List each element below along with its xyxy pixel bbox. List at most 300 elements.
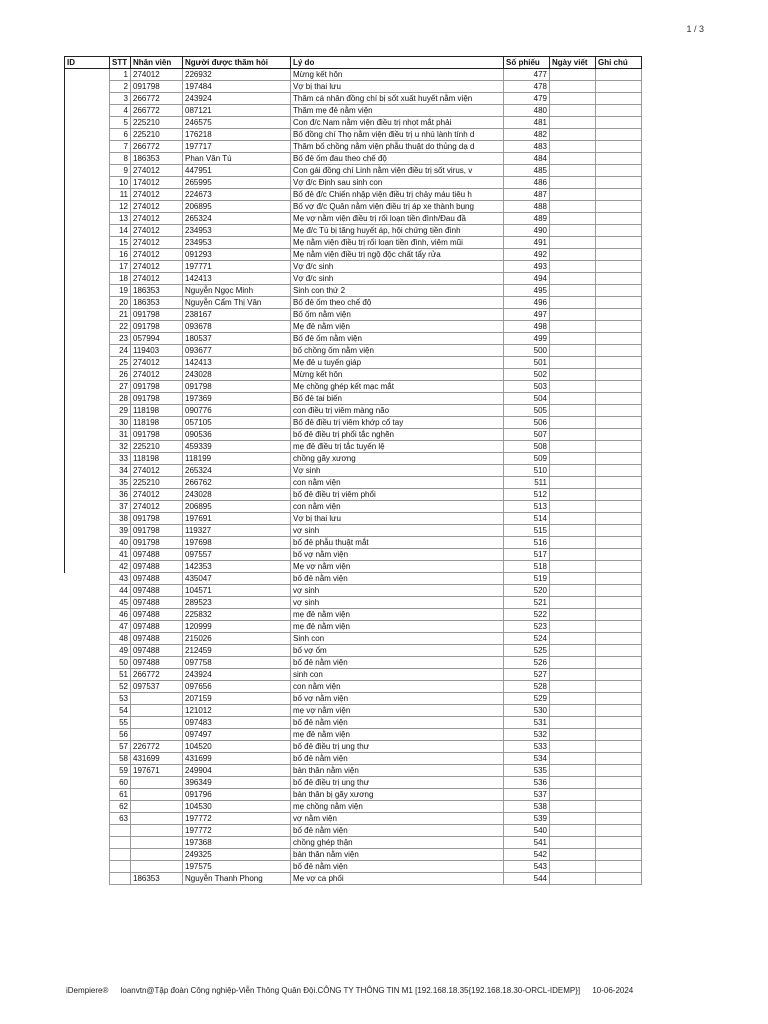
cell-date (550, 837, 596, 849)
cell-stt: 47 (110, 621, 131, 633)
cell-employee: 091798 (131, 309, 183, 321)
cell-date (550, 273, 596, 285)
cell-voucher-no: 491 (504, 237, 550, 249)
cell-voucher-no: 526 (504, 657, 550, 669)
cell-date (550, 201, 596, 213)
cell-stt: 12 (110, 201, 131, 213)
table-row (65, 849, 642, 861)
cell-reason: Bố đồng chí Thọ nằm viện điều trị u nhú lành tính d (291, 129, 504, 141)
cell-date (550, 405, 596, 417)
table-row (65, 69, 642, 81)
table-row (65, 765, 642, 777)
cell-note (596, 777, 642, 789)
footer (66, 986, 643, 995)
cell-visited-person: 266762 (183, 477, 291, 489)
cell-date (550, 345, 596, 357)
cell-voucher-no: 525 (504, 645, 550, 657)
cell-note (596, 489, 642, 501)
cell-id (65, 729, 110, 741)
cell-date (550, 693, 596, 705)
cell-stt: 42 (110, 561, 131, 573)
cell-note (596, 309, 642, 321)
cell-visited-person: 249904 (183, 765, 291, 777)
cell-voucher-no: 483 (504, 141, 550, 153)
cell-reason: vợ sinh (291, 585, 504, 597)
cell-voucher-no: 512 (504, 489, 550, 501)
visit-table (64, 56, 642, 885)
cell-id (65, 537, 110, 549)
col-id: ID (65, 57, 110, 69)
cell-voucher-no: 528 (504, 681, 550, 693)
cell-stt: 43 (110, 573, 131, 585)
table-row (65, 237, 642, 249)
cell-employee: 097488 (131, 573, 183, 585)
cell-visited-person: 215026 (183, 633, 291, 645)
cell-stt: 24 (110, 345, 131, 357)
cell-visited-person: 207159 (183, 693, 291, 705)
col-note: Ghi chú (596, 57, 642, 69)
cell-visited-person: 142413 (183, 273, 291, 285)
cell-date (550, 141, 596, 153)
table-row (65, 81, 642, 93)
cell-id (65, 633, 110, 645)
cell-visited-person: 091798 (183, 381, 291, 393)
cell-reason: Vợ đ/c sinh (291, 261, 504, 273)
cell-stt: 17 (110, 261, 131, 273)
cell-stt: 11 (110, 189, 131, 201)
cell-stt: 38 (110, 513, 131, 525)
cell-employee: 091798 (131, 525, 183, 537)
cell-id (65, 441, 110, 453)
cell-voucher-no: 532 (504, 729, 550, 741)
cell-note (596, 369, 642, 381)
cell-employee (131, 801, 183, 813)
cell-visited-person: 120999 (183, 621, 291, 633)
cell-id (65, 573, 110, 585)
cell-note (596, 321, 642, 333)
table-row (65, 777, 642, 789)
cell-id (65, 621, 110, 633)
cell-note (596, 801, 642, 813)
cell-reason: Mẹ vợ nằm viện điều trị rối loạn tiền đình/Đau đầ (291, 213, 504, 225)
cell-stt: 33 (110, 453, 131, 465)
cell-voucher-no: 497 (504, 309, 550, 321)
table-row (65, 837, 642, 849)
cell-reason: bố đẻ nằm viện (291, 717, 504, 729)
cell-note (596, 153, 642, 165)
cell-visited-person: 087121 (183, 105, 291, 117)
cell-voucher-no: 515 (504, 525, 550, 537)
cell-id (65, 117, 110, 129)
cell-employee (131, 729, 183, 741)
table-row (65, 513, 642, 525)
cell-employee: 274012 (131, 69, 183, 81)
cell-voucher-no: 488 (504, 201, 550, 213)
cell-date (550, 309, 596, 321)
cell-id (65, 717, 110, 729)
cell-reason: Con gái đồng chí Linh nằm viện điều trị sốt virus, v (291, 165, 504, 177)
cell-note (596, 741, 642, 753)
table-row (65, 537, 642, 549)
cell-visited-person: 289523 (183, 597, 291, 609)
cell-employee: 274012 (131, 249, 183, 261)
cell-id (65, 705, 110, 717)
col-visited-person: Người được thăm hỏi (183, 57, 291, 69)
cell-visited-person: 097758 (183, 657, 291, 669)
cell-visited-person: 104520 (183, 741, 291, 753)
cell-id (65, 393, 110, 405)
cell-voucher-no: 538 (504, 801, 550, 813)
cell-visited-person: 197698 (183, 537, 291, 549)
cell-id (65, 81, 110, 93)
cell-voucher-no: 484 (504, 153, 550, 165)
cell-note (596, 825, 642, 837)
cell-reason: bản thân nằm viện (291, 765, 504, 777)
cell-date (550, 213, 596, 225)
cell-note (596, 465, 642, 477)
cell-date (550, 657, 596, 669)
cell-visited-person: 206895 (183, 501, 291, 513)
cell-stt: 46 (110, 609, 131, 621)
cell-note (596, 237, 642, 249)
cell-note (596, 333, 642, 345)
cell-reason: Mẹ vợ ca phối (291, 873, 504, 885)
cell-voucher-no: 501 (504, 357, 550, 369)
table-row (65, 825, 642, 837)
cell-voucher-no: 531 (504, 717, 550, 729)
cell-id (65, 261, 110, 273)
table-row (65, 693, 642, 705)
footer-user: loanvtn@Tập đoàn Công nghiệp-Viễn Thông Quân Đội.CÔNG TY THÔNG TIN M1 [192.168.18.35{192.168.18.30-ORCL-IDEMP}] (120, 986, 581, 995)
cell-employee (131, 813, 183, 825)
cell-voucher-no: 540 (504, 825, 550, 837)
table-row (65, 501, 642, 513)
cell-voucher-no: 505 (504, 405, 550, 417)
cell-voucher-no: 478 (504, 81, 550, 93)
table-row (65, 381, 642, 393)
cell-voucher-no: 487 (504, 189, 550, 201)
cell-visited-person: 176218 (183, 129, 291, 141)
cell-employee: 091798 (131, 513, 183, 525)
cell-note (596, 201, 642, 213)
cell-date (550, 165, 596, 177)
col-employee: Nhân viên (131, 57, 183, 69)
cell-date (550, 729, 596, 741)
cell-stt: 51 (110, 669, 131, 681)
cell-note (596, 621, 642, 633)
cell-note (596, 249, 642, 261)
cell-reason: Mừng kết hôn (291, 369, 504, 381)
cell-voucher-no: 494 (504, 273, 550, 285)
cell-voucher-no: 518 (504, 561, 550, 573)
cell-voucher-no: 496 (504, 297, 550, 309)
cell-reason: bố đẻ nằm viện (291, 861, 504, 873)
cell-note (596, 765, 642, 777)
cell-id (65, 549, 110, 561)
cell-note (596, 729, 642, 741)
cell-stt: 60 (110, 777, 131, 789)
cell-voucher-no: 506 (504, 417, 550, 429)
cell-stt: 41 (110, 549, 131, 561)
cell-note (596, 285, 642, 297)
table-row (65, 345, 642, 357)
cell-stt: 13 (110, 213, 131, 225)
cell-reason: bố đẻ nằm viện (291, 753, 504, 765)
cell-stt: 15 (110, 237, 131, 249)
cell-reason: chồng ghép thận (291, 837, 504, 849)
cell-voucher-no: 533 (504, 741, 550, 753)
cell-employee: 186353 (131, 285, 183, 297)
cell-stt: 32 (110, 441, 131, 453)
cell-reason: vợ sinh (291, 525, 504, 537)
cell-visited-person: 090536 (183, 429, 291, 441)
cell-visited-person: 091293 (183, 249, 291, 261)
cell-stt: 19 (110, 285, 131, 297)
cell-note (596, 393, 642, 405)
cell-visited-person: 197368 (183, 837, 291, 849)
cell-reason: bố đẻ nằm viện (291, 657, 504, 669)
cell-id (65, 321, 110, 333)
cell-id (65, 333, 110, 345)
cell-employee: 119403 (131, 345, 183, 357)
cell-reason: bản thân bị gãy xương (291, 789, 504, 801)
cell-visited-person: 097497 (183, 729, 291, 741)
cell-reason: mẹ vợ nằm viện (291, 705, 504, 717)
cell-visited-person: 197772 (183, 813, 291, 825)
cell-visited-person: Nguyễn Ngọc Minh (183, 285, 291, 297)
cell-visited-person: Nguyễn Thanh Phong (183, 873, 291, 885)
cell-reason: bố đẻ nằm viện (291, 825, 504, 837)
cell-reason: sinh con (291, 669, 504, 681)
cell-voucher-no: 510 (504, 465, 550, 477)
cell-stt: 61 (110, 789, 131, 801)
cell-stt: 44 (110, 585, 131, 597)
cell-id (65, 765, 110, 777)
cell-voucher-no: 493 (504, 261, 550, 273)
cell-employee: 226772 (131, 741, 183, 753)
cell-visited-person: 090776 (183, 405, 291, 417)
cell-employee: 274012 (131, 501, 183, 513)
table-row (65, 573, 642, 585)
cell-voucher-no: 500 (504, 345, 550, 357)
cell-voucher-no: 517 (504, 549, 550, 561)
cell-employee: 266772 (131, 669, 183, 681)
table-row (65, 477, 642, 489)
cell-reason: Bố đẻ đ/c Chiến nhập viện điều trị chảy máu tiêu h (291, 189, 504, 201)
cell-visited-person: 093677 (183, 345, 291, 357)
cell-employee: 266772 (131, 141, 183, 153)
cell-reason: bố vợ nằm viện (291, 693, 504, 705)
cell-employee: 274012 (131, 261, 183, 273)
cell-id (65, 189, 110, 201)
cell-stt: 3 (110, 93, 131, 105)
col-voucher-no: Số phiếu (504, 57, 550, 69)
cell-visited-person: 249325 (183, 849, 291, 861)
cell-voucher-no: 534 (504, 753, 550, 765)
table-row (65, 261, 642, 273)
cell-note (596, 645, 642, 657)
cell-reason: Mẹ đẻ nằm viện (291, 321, 504, 333)
cell-stt: 63 (110, 813, 131, 825)
cell-date (550, 525, 596, 537)
cell-date (550, 177, 596, 189)
table-row (65, 561, 642, 573)
cell-voucher-no: 523 (504, 621, 550, 633)
cell-visited-person: 234953 (183, 225, 291, 237)
cell-voucher-no: 477 (504, 69, 550, 81)
cell-employee: 097488 (131, 657, 183, 669)
cell-note (596, 177, 642, 189)
table-row (65, 429, 642, 441)
table-row (65, 273, 642, 285)
cell-reason: bố đẻ điều trị viêm phổi (291, 489, 504, 501)
cell-note (596, 297, 642, 309)
cell-note (596, 261, 642, 273)
cell-stt: 18 (110, 273, 131, 285)
cell-voucher-no: 481 (504, 117, 550, 129)
cell-reason: Thăm cá nhân đồng chí bị sốt xuất huyết nằm viện (291, 93, 504, 105)
cell-id (65, 225, 110, 237)
cell-employee: 274012 (131, 489, 183, 501)
cell-visited-person: 234953 (183, 237, 291, 249)
table-row (65, 189, 642, 201)
cell-employee: 274012 (131, 225, 183, 237)
table-row (65, 873, 642, 885)
cell-visited-person: 212459 (183, 645, 291, 657)
cell-date (550, 765, 596, 777)
cell-visited-person: 226932 (183, 69, 291, 81)
table-row (65, 285, 642, 297)
cell-visited-person: 197484 (183, 81, 291, 93)
cell-stt: 54 (110, 705, 131, 717)
cell-reason: Mẹ nằm viện điều trị ngộ độc chất tẩy rửa (291, 249, 504, 261)
cell-reason: Mẹ đ/c Tú bị tăng huyết áp, hội chứng tiền đình (291, 225, 504, 237)
cell-note (596, 549, 642, 561)
cell-date (550, 357, 596, 369)
cell-id (65, 525, 110, 537)
cell-voucher-no: 502 (504, 369, 550, 381)
cell-id (65, 93, 110, 105)
table-row (65, 117, 642, 129)
cell-note (596, 405, 642, 417)
cell-id (65, 501, 110, 513)
cell-note (596, 453, 642, 465)
table-row (65, 657, 642, 669)
table-row (65, 129, 642, 141)
cell-voucher-no: 498 (504, 321, 550, 333)
table-row (65, 93, 642, 105)
cell-visited-person: 435047 (183, 573, 291, 585)
cell-voucher-no: 527 (504, 669, 550, 681)
cell-date (550, 369, 596, 381)
cell-visited-person: 225832 (183, 609, 291, 621)
cell-reason: Vợ bị thai lưu (291, 513, 504, 525)
table-row (65, 729, 642, 741)
cell-stt: 21 (110, 309, 131, 321)
cell-reason: bố đẻ điều trị ung thư (291, 741, 504, 753)
footer-date: 10-06-2024 (592, 986, 634, 995)
cell-visited-person: 431699 (183, 753, 291, 765)
table-row (65, 369, 642, 381)
cell-stt: 37 (110, 501, 131, 513)
table-row (65, 705, 642, 717)
cell-visited-person: Phan Văn Tú (183, 153, 291, 165)
cell-reason: Sinh con (291, 633, 504, 645)
cell-voucher-no: 536 (504, 777, 550, 789)
cell-employee: 057994 (131, 333, 183, 345)
cell-stt: 14 (110, 225, 131, 237)
cell-date (550, 813, 596, 825)
cell-date (550, 585, 596, 597)
cell-employee: 274012 (131, 189, 183, 201)
cell-reason: Vợ đ/c sinh (291, 273, 504, 285)
cell-stt: 57 (110, 741, 131, 753)
cell-employee: 097488 (131, 609, 183, 621)
cell-employee: 431699 (131, 753, 183, 765)
cell-voucher-no: 521 (504, 597, 550, 609)
cell-employee: 097488 (131, 549, 183, 561)
cell-stt: 36 (110, 489, 131, 501)
cell-visited-person: 142413 (183, 357, 291, 369)
cell-employee: 225210 (131, 441, 183, 453)
cell-id (65, 849, 110, 861)
cell-employee (131, 717, 183, 729)
cell-visited-person: 206895 (183, 201, 291, 213)
cell-id (65, 657, 110, 669)
table-row (65, 141, 642, 153)
cell-reason: bố vợ ốm (291, 645, 504, 657)
cell-employee (131, 693, 183, 705)
cell-reason: vợ nằm viện (291, 813, 504, 825)
cell-id (65, 753, 110, 765)
cell-visited-person: 057105 (183, 417, 291, 429)
cell-note (596, 345, 642, 357)
cell-stt: 7 (110, 141, 131, 153)
cell-note (596, 225, 642, 237)
cell-date (550, 633, 596, 645)
table-row (65, 645, 642, 657)
cell-id (65, 453, 110, 465)
cell-employee: 097488 (131, 561, 183, 573)
cell-stt: 20 (110, 297, 131, 309)
cell-employee: 274012 (131, 237, 183, 249)
cell-employee: 118198 (131, 453, 183, 465)
cell-id (65, 165, 110, 177)
cell-note (596, 585, 642, 597)
table-row (65, 681, 642, 693)
cell-date (550, 429, 596, 441)
cell-date (550, 753, 596, 765)
cell-visited-person: 197717 (183, 141, 291, 153)
cell-id (65, 381, 110, 393)
cell-note (596, 657, 642, 669)
cell-reason: con nằm viện (291, 501, 504, 513)
cell-visited-person: 265324 (183, 465, 291, 477)
table-row (65, 633, 642, 645)
cell-visited-person: 265324 (183, 213, 291, 225)
cell-date (550, 645, 596, 657)
cell-employee (131, 825, 183, 837)
cell-note (596, 501, 642, 513)
cell-employee (131, 777, 183, 789)
cell-visited-person: 104530 (183, 801, 291, 813)
cell-employee (131, 789, 183, 801)
cell-date (550, 129, 596, 141)
cell-employee: 274012 (131, 213, 183, 225)
cell-date (550, 261, 596, 273)
cell-employee: 186353 (131, 873, 183, 885)
cell-date (550, 777, 596, 789)
